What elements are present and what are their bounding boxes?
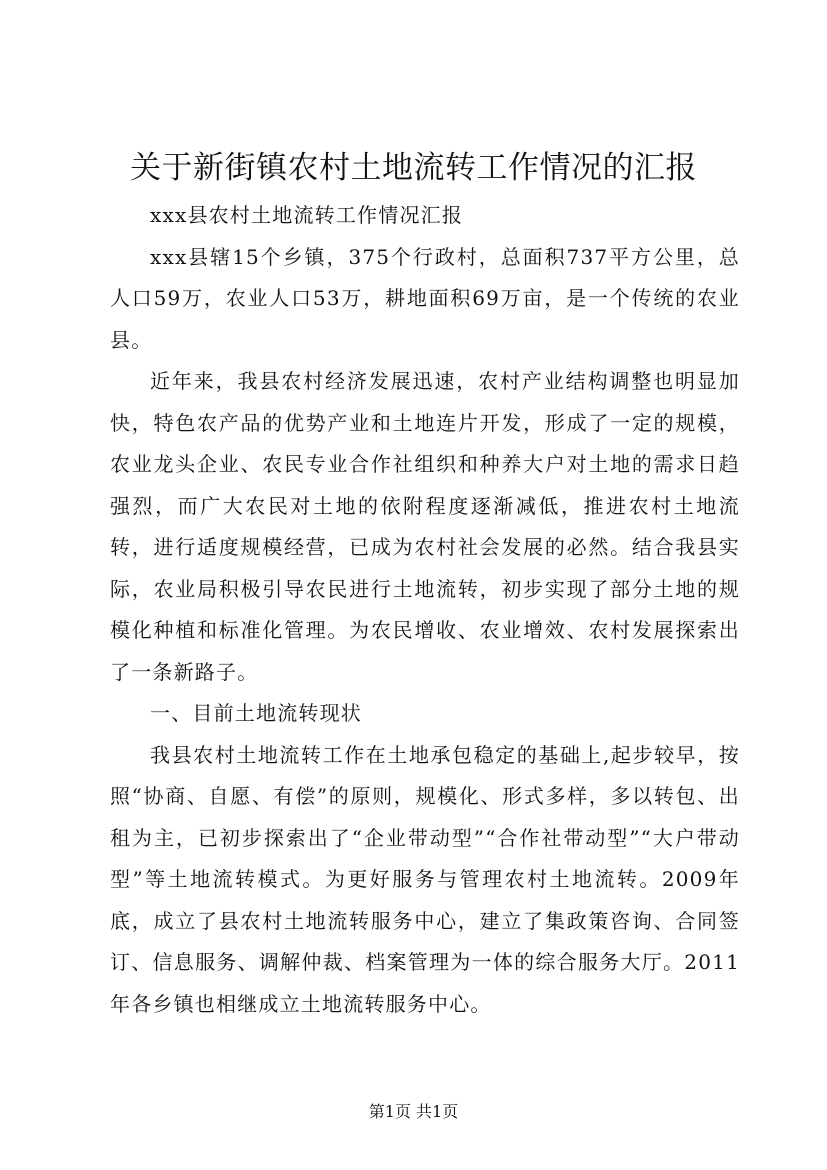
paragraph-subtitle: xxx县农村土地流转工作情况汇报 [150,203,464,227]
section-heading-current-status: 一、目前土地流转现状 [150,701,362,725]
document-body [110,195,740,1025]
page-footer: 第1页 共1页 [368,1102,459,1121]
document-title: 关于新街镇农村土地流转工作情况的汇报 [130,150,697,186]
paragraph-background: 近年来，我县农村经济发展迅速，农村产业结构调整也明显加快，特色农产品的优势产业和土地连片开发，形成了一定的规模，农业龙头企业、农民专业合作社组织和种养大户对土地的需求日趋强烈，而广大农民对土地的依附程度逐渐减低，推进农村土地流转，进行适度规模经营，已成为农村社会发展的必然。结合我县实际，农业局积极引导农民进行土地流转，初步实现了部分土地的规模化种植和标准化管理。为农民增收、农业增效、农村发展探索出了一条新路子。 [110,369,740,684]
paragraph-county-overview: xxx县辖15个乡镇，375个行政村，总面积737平方公里，总人口59万，农业人口53万，耕地面积69万亩，是一个传统的农业县。 [110,244,740,352]
paragraph-current-status: 我县农村土地流转工作在土地承包稳定的基础上,起步较早，按照“协商、自愿、有偿”的原则，规模化、形式多样，多以转包、出租为主，已初步探索出了“企业带动型”“合作社带动型”“大户带动型”等土地流转模式。为更好服务与管理农村土地流转。2009年底，成立了县农村土地流转服务中心，建立了集政策咨询、合同签订、信息服务、调解仲裁、档案管理为一体的综合服务大厅。2011年各乡镇也相继成立土地流转服务中心。 [110,742,740,1016]
